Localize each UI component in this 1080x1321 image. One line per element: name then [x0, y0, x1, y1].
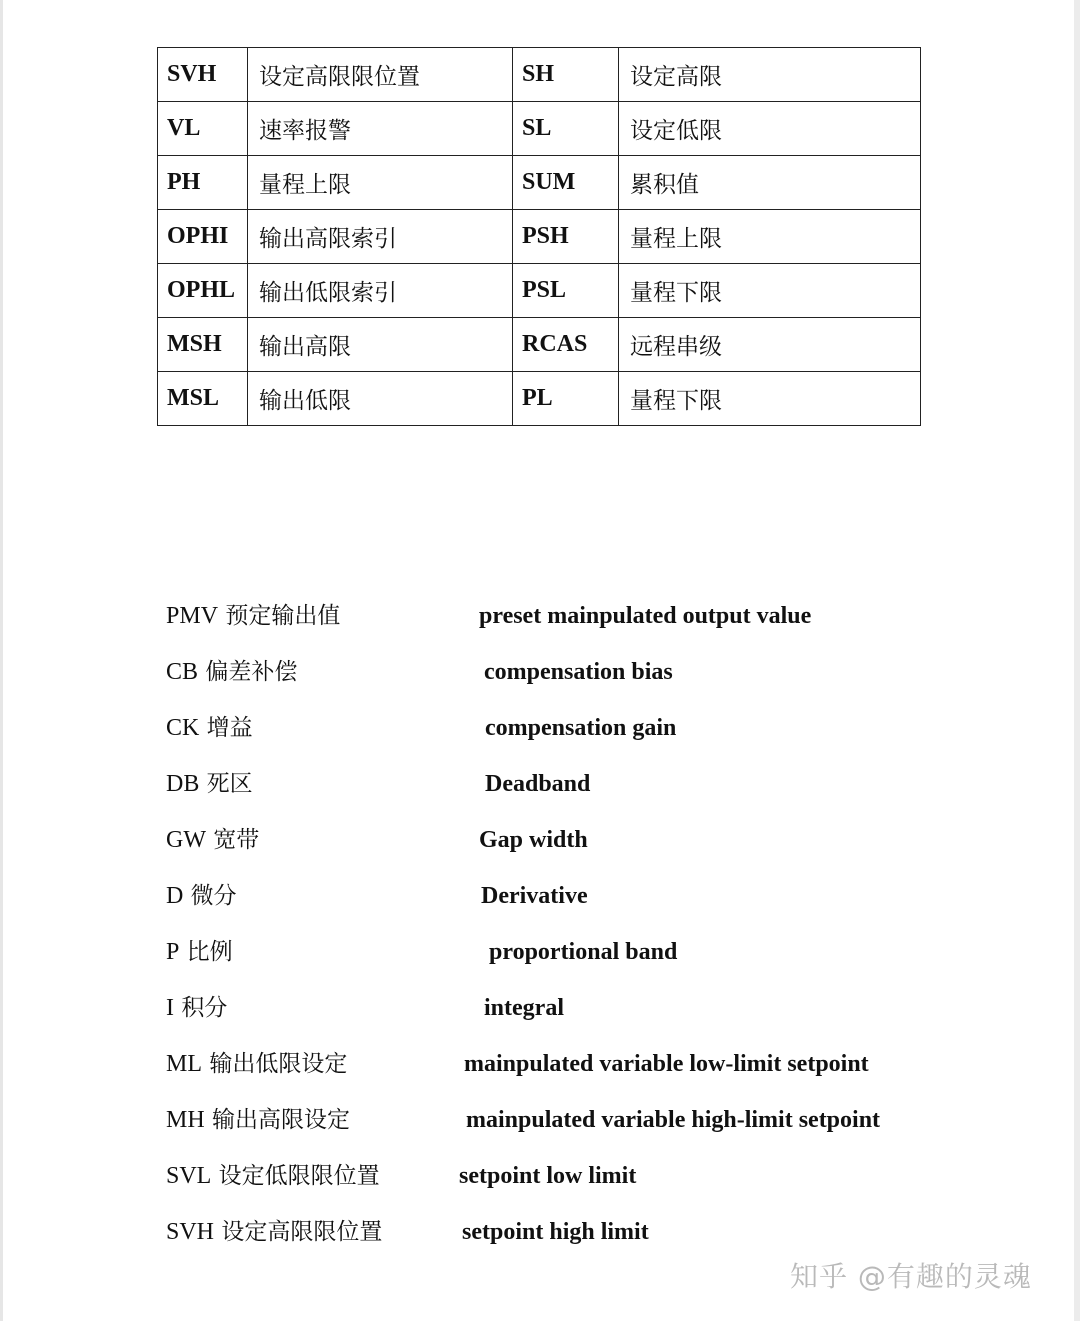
- glossary-english: integral: [484, 995, 564, 1021]
- glossary-english: mainpulated variable low-limit setpoint: [464, 1051, 869, 1077]
- glossary-term: [166, 820, 259, 860]
- glossary-item: [0, 1044, 1080, 1084]
- glossary-term: [166, 932, 233, 972]
- table-cell-meaning: 远程串级: [619, 318, 921, 372]
- glossary-english: setpoint low limit: [459, 1163, 637, 1189]
- glossary-item: [0, 1156, 1080, 1196]
- table-cell-code: PH: [158, 156, 248, 210]
- glossary-chinese: 输出低限设定: [209, 1051, 348, 1077]
- table-cell-meaning: 输出高限: [248, 318, 513, 372]
- glossary-chinese: 预定输出值: [225, 603, 341, 629]
- glossary-term: [166, 1212, 382, 1252]
- glossary-term: [166, 1100, 350, 1140]
- glossary-item: [0, 764, 1080, 804]
- glossary-english: compensation gain: [485, 715, 677, 741]
- glossary-chinese: 设定低限限位置: [218, 1163, 380, 1189]
- glossary-abbr: SVH: [166, 1219, 215, 1245]
- glossary-abbr: PMV: [166, 603, 219, 629]
- table-cell-code: SL: [513, 102, 619, 156]
- table-cell-meaning: 输出低限索引: [248, 264, 513, 318]
- table-cell-meaning: 设定低限: [619, 102, 921, 156]
- glossary-chinese: 微分: [190, 883, 237, 909]
- glossary-term: [166, 1156, 380, 1196]
- glossary-abbr: P: [166, 939, 180, 965]
- table-cell-code: MSH: [158, 318, 248, 372]
- glossary-english: Gap width: [479, 827, 588, 853]
- table-cell-meaning: 输出低限: [248, 372, 513, 426]
- table-cell-code: RCAS: [513, 318, 619, 372]
- glossary-chinese: 比例: [186, 939, 233, 965]
- table-cell-code: SUM: [513, 156, 619, 210]
- glossary-term: [166, 596, 340, 636]
- glossary-abbr: CK: [166, 715, 200, 741]
- glossary-item: [0, 596, 1080, 636]
- glossary-abbr: ML: [166, 1051, 202, 1077]
- glossary-english: Derivative: [481, 883, 588, 909]
- table-cell-code: VL: [158, 102, 248, 156]
- glossary-english: compensation bias: [484, 659, 673, 685]
- table-cell-meaning: 设定高限限位置: [248, 48, 513, 102]
- table-cell-meaning: 累积值: [619, 156, 921, 210]
- table-cell-meaning: 速率报警: [248, 102, 513, 156]
- glossary-term: [166, 708, 253, 748]
- glossary-abbr: DB: [166, 771, 200, 797]
- glossary-chinese: 设定高限限位置: [221, 1219, 383, 1245]
- glossary-chinese: 偏差补偿: [205, 659, 298, 685]
- table-cell-code: OPHL: [158, 264, 248, 318]
- glossary-term: [166, 988, 227, 1028]
- glossary-item: [0, 652, 1080, 692]
- table-cell-code: PSL: [513, 264, 619, 318]
- glossary-item: [0, 1212, 1080, 1252]
- glossary-abbr: I: [166, 995, 174, 1021]
- glossary-chinese: 输出高限设定: [211, 1107, 350, 1133]
- glossary-item: [0, 932, 1080, 972]
- table-cell-meaning: 量程下限: [619, 264, 921, 318]
- glossary-chinese: 增益: [206, 715, 253, 741]
- glossary-english: setpoint high limit: [462, 1219, 649, 1245]
- table-cell-meaning: 输出高限索引: [248, 210, 513, 264]
- table-cell-code: PL: [513, 372, 619, 426]
- glossary-item: [0, 708, 1080, 748]
- watermark: 知乎 @有趣的灵魂: [790, 1260, 1032, 1293]
- table-cell-code: SVH: [158, 48, 248, 102]
- glossary-english: preset mainpulated output value: [479, 603, 812, 629]
- glossary-term: [166, 652, 297, 692]
- glossary-chinese: 死区: [206, 771, 253, 797]
- table-cell-code: MSL: [158, 372, 248, 426]
- glossary-chinese: 宽带: [213, 827, 260, 853]
- glossary-item: [0, 988, 1080, 1028]
- glossary-term: [166, 1044, 347, 1084]
- glossary-chinese: 积分: [181, 995, 228, 1021]
- glossary-abbr: MH: [166, 1107, 205, 1133]
- glossary-item: [0, 1100, 1080, 1140]
- glossary-abbr: D: [166, 883, 184, 909]
- glossary-abbr: SVL: [166, 1163, 212, 1189]
- table-cell-meaning: 设定高限: [619, 48, 921, 102]
- table-cell-meaning: 量程下限: [619, 372, 921, 426]
- glossary-english: mainpulated variable high-limit setpoint: [466, 1107, 881, 1133]
- glossary-english: proportional band: [489, 939, 678, 965]
- glossary-item: [0, 876, 1080, 916]
- glossary-term: [166, 764, 253, 804]
- table-cell-meaning: 量程上限: [619, 210, 921, 264]
- table-cell-meaning: 量程上限: [248, 156, 513, 210]
- glossary-english: Deadband: [485, 771, 591, 797]
- glossary-item: [0, 820, 1080, 860]
- glossary-term: [166, 876, 237, 916]
- table-cell-code: PSH: [513, 210, 619, 264]
- glossary-abbr: CB: [166, 659, 199, 685]
- glossary-abbr: GW: [166, 827, 206, 853]
- table-cell-code: SH: [513, 48, 619, 102]
- table-cell-code: OPHI: [158, 210, 248, 264]
